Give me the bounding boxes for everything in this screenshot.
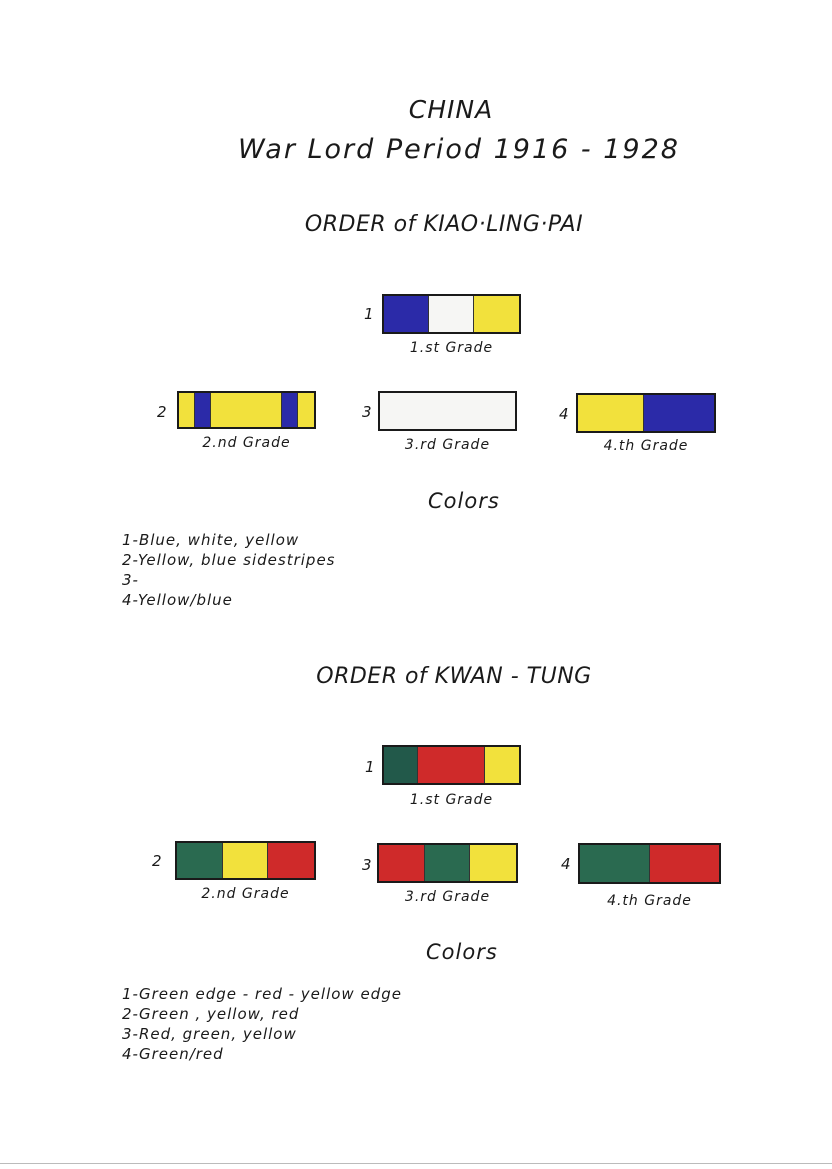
ribbon-stripe — [211, 393, 282, 427]
ribbon-4th-grade — [576, 393, 716, 433]
color-line: 3- — [122, 571, 139, 589]
ribbon-stripe — [282, 393, 298, 427]
ribbon-stripe — [268, 843, 314, 878]
ribbon-stripe — [650, 845, 720, 882]
ribbon-number: 2 — [152, 852, 163, 870]
ribbon-1st-grade — [382, 745, 521, 785]
color-line: 4-Yellow/blue — [122, 591, 233, 609]
ribbon-stripe — [179, 393, 195, 427]
color-line: 1-Green edge - red - yellow edge — [122, 985, 402, 1003]
ribbon-number: 4 — [559, 405, 570, 423]
ribbon-stripe — [429, 296, 474, 332]
ribbon-stripe — [470, 845, 516, 881]
ribbon-number: 3 — [362, 403, 373, 421]
colors-list — [122, 984, 402, 1064]
order-title-kiao-ling-pai: ORDER of KIAO·LING·PAI — [304, 212, 584, 237]
period-title: War Lord Period 1916 - 1928 — [238, 134, 680, 165]
ribbon-stripe — [298, 393, 314, 427]
color-line: 4-Green/red — [122, 1045, 224, 1063]
ribbon-stripe — [485, 747, 519, 783]
colors-heading: Colors — [426, 940, 498, 964]
ribbon-2nd-grade — [175, 841, 316, 880]
grade-label: 4.th Grade — [603, 438, 689, 454]
grade-label: 2.nd Grade — [201, 886, 290, 902]
ribbon-stripe — [418, 747, 486, 783]
ribbon-stripe — [195, 393, 211, 427]
color-line: 2-Yellow, blue sidestripes — [122, 551, 336, 569]
ribbon-stripe — [223, 843, 269, 878]
color-line: 1-Blue, white, yellow — [122, 531, 300, 549]
ribbon-number: 3 — [362, 856, 373, 874]
ribbon-stripe — [474, 296, 519, 332]
ribbon-stripe — [425, 845, 471, 881]
ribbon-4th-grade — [578, 843, 721, 884]
grade-label: 3.rd Grade — [404, 889, 491, 905]
ribbon-stripe — [580, 845, 650, 882]
ribbon-number: 1 — [364, 305, 375, 323]
ribbon-stripe — [177, 843, 223, 878]
ribbon-number: 2 — [157, 403, 168, 421]
colors-heading: Colors — [428, 489, 500, 513]
ribbon-3rd-grade — [378, 391, 517, 431]
order-title-kwan-tung: ORDER of KWAN - TUNG — [316, 664, 592, 689]
country-title: CHINA — [408, 95, 494, 124]
grade-label: 1.st Grade — [409, 792, 494, 808]
color-line: 3-Red, green, yellow — [122, 1025, 297, 1043]
ribbon-1st-grade — [382, 294, 521, 334]
ribbon-stripe — [384, 296, 429, 332]
ribbon-stripe — [578, 395, 644, 431]
colors-list — [122, 530, 336, 610]
ribbon-stripe — [644, 395, 714, 431]
grade-label: 1.st Grade — [409, 340, 494, 356]
ribbon-number: 4 — [561, 855, 572, 873]
ribbon-number: 1 — [365, 758, 376, 776]
grade-label: 3.rd Grade — [404, 437, 491, 453]
page-edge — [0, 1163, 832, 1164]
ribbon-stripe — [379, 845, 425, 881]
grade-label: 4.th Grade — [607, 893, 692, 909]
grade-label: 2.nd Grade — [202, 435, 291, 451]
ribbon-2nd-grade — [177, 391, 316, 429]
color-line: 2-Green , yellow, red — [122, 1005, 300, 1023]
ribbon-3rd-grade — [377, 843, 518, 883]
ribbon-stripe — [384, 747, 418, 783]
ribbon-stripe — [380, 393, 515, 429]
